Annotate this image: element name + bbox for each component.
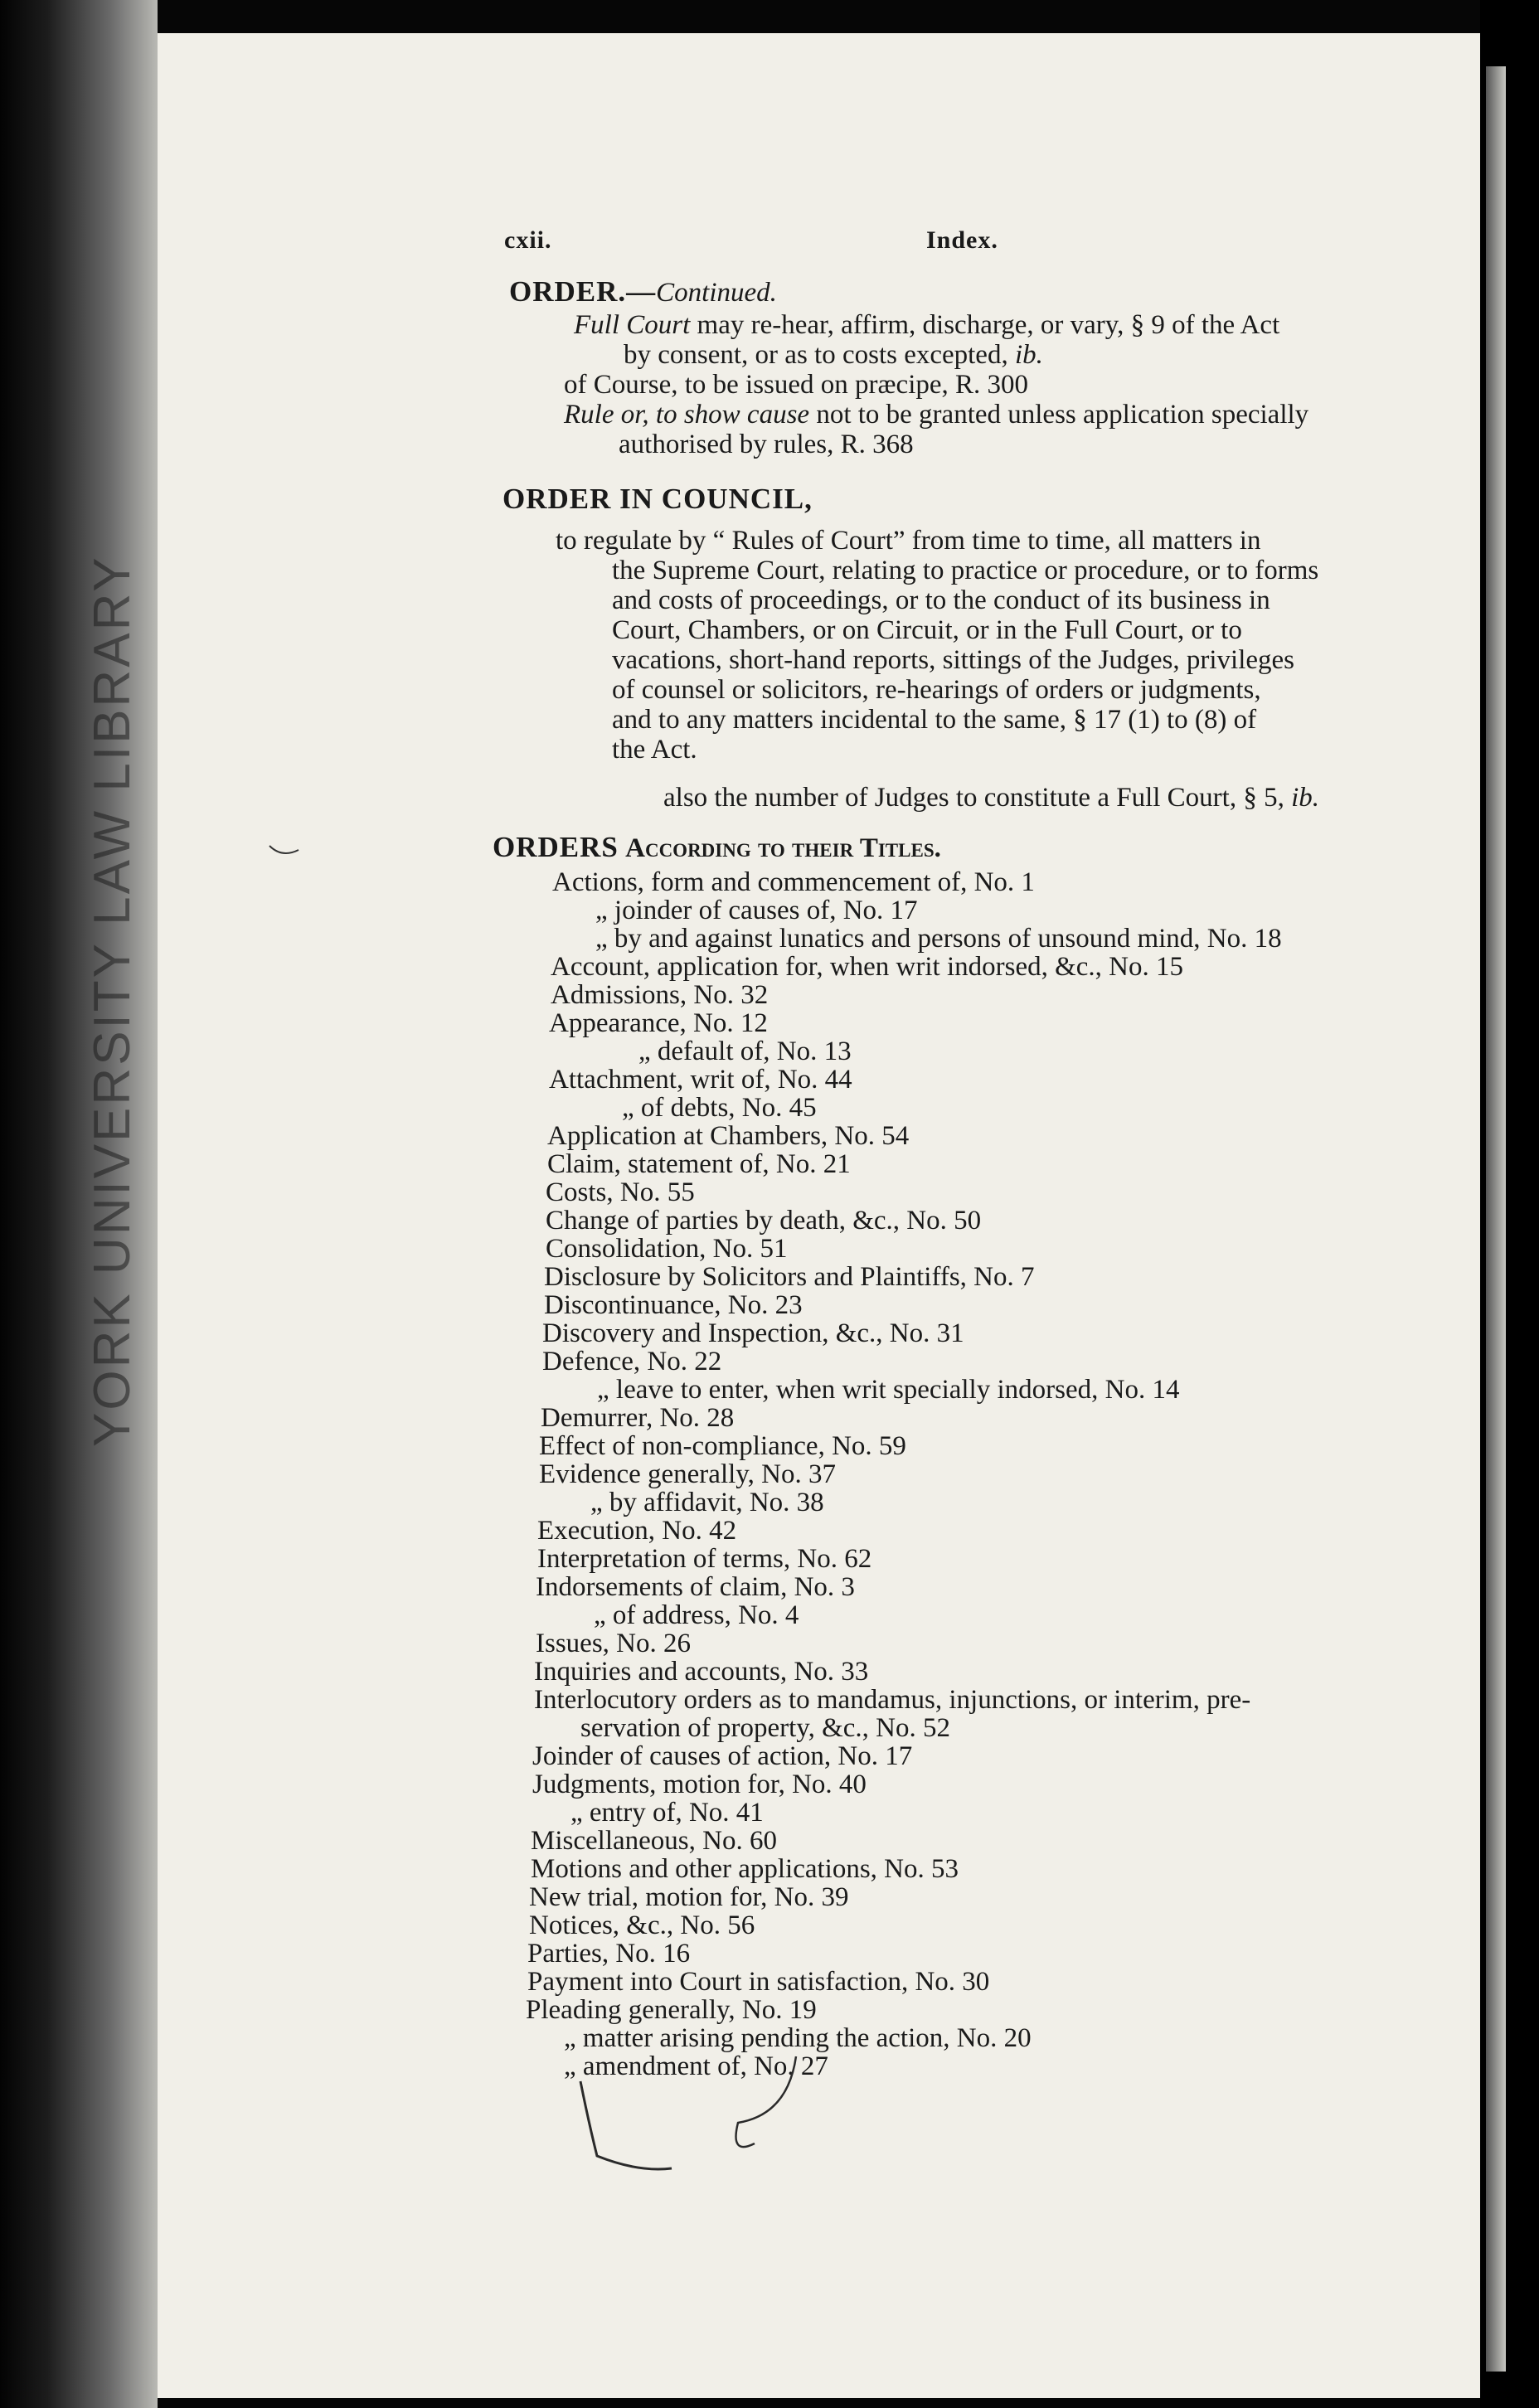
- orders-entry: Judgments, motion for, No. 40: [532, 1770, 867, 1799]
- orders-entry: Payment into Court in satisfaction, No. 30: [527, 1967, 990, 1997]
- running-head: Index.: [926, 226, 998, 254]
- council-line: vacations, short-hand reports, sittings of the Judges, privileges: [612, 645, 1295, 675]
- order-line: [574, 310, 1279, 340]
- orders-entry: Discontinuance, No. 23: [544, 1290, 803, 1320]
- book-page: [158, 33, 1480, 2398]
- order-line-italic: Full Court: [574, 310, 691, 340]
- orders-entry: Admissions, No. 32: [551, 980, 769, 1010]
- pencil-squiggle: [580, 2081, 672, 2169]
- orders-entry: servation of property, &c., No. 52: [580, 1713, 950, 1743]
- library-stamp: YORK UNIVERSITY LAW LIBRARY: [84, 555, 141, 1447]
- order-line-text: by consent, or as to costs excepted,: [624, 340, 1015, 370]
- order-heading-continued: Continued.: [656, 278, 777, 308]
- council-line: the Act.: [612, 735, 697, 765]
- orders-entry: „ of address, No. 4: [594, 1600, 799, 1630]
- orders-entry: Evidence generally, No. 37: [539, 1459, 836, 1489]
- orders-entry: Costs, No. 55: [546, 1177, 695, 1207]
- orders-entry: „ by and against lunatics and persons of unsound mind, No. 18: [595, 924, 1282, 954]
- council-line: and costs of proceedings, or to the conduct of its business in: [612, 585, 1270, 615]
- orders-entry: Joinder of causes of action, No. 17: [532, 1741, 913, 1771]
- orders-entry: Claim, statement of, No. 21: [547, 1149, 851, 1179]
- council-also: [663, 783, 1319, 813]
- page-number: cxii.: [504, 226, 552, 254]
- council-also-italic: ib.: [1291, 783, 1320, 813]
- council-line: and to any matters incidental to the same, § 17 (1) to (8) of: [612, 705, 1257, 735]
- council-line: of counsel or solicitors, re-hearings of orders or judgments,: [612, 675, 1261, 705]
- next-page-edge: [1486, 66, 1506, 2372]
- orders-entry: „ joinder of causes of, No. 17: [595, 896, 918, 925]
- orders-entry: „ amendment of, No. 27: [564, 2051, 828, 2081]
- orders-entry: Appearance, No. 12: [549, 1008, 768, 1038]
- orders-entry: Indorsements of claim, No. 3: [536, 1572, 855, 1602]
- order-line-text: may re-hear, affirm, discharge, or vary, § 9 of the Act: [690, 310, 1280, 340]
- orders-entry: Defence, No. 22: [542, 1347, 722, 1376]
- orders-entry: „ of debts, No. 45: [622, 1093, 817, 1123]
- orders-entry: „ leave to enter, when writ specially indorsed, No. 14: [597, 1375, 1180, 1405]
- orders-entry: Interlocutory orders as to mandamus, injunctions, or interim, pre-: [534, 1685, 1251, 1715]
- council-heading: ORDER IN COUNCIL,: [502, 483, 813, 515]
- orders-entry: Consolidation, No. 51: [546, 1234, 788, 1264]
- order-line: authorised by rules, R. 368: [619, 430, 914, 459]
- orders-entry: „ matter arising pending the action, No. 20: [564, 2023, 1032, 2053]
- order-line: [564, 400, 1308, 430]
- orders-entry: Inquiries and accounts, No. 33: [534, 1657, 869, 1687]
- orders-entry: Disclosure by Solicitors and Plaintiffs, No. 7: [544, 1262, 1035, 1292]
- orders-entry: Motions and other applications, No. 53: [531, 1854, 959, 1884]
- orders-entry: New trial, motion for, No. 39: [529, 1882, 849, 1912]
- order-line: of Course, to be issued on præcipe, R. 300: [564, 370, 1029, 400]
- orders-entry: Actions, form and commencement of, No. 1: [552, 867, 1035, 897]
- orders-heading-sub: According to their Titles.: [625, 833, 941, 863]
- council-line: to regulate by “ Rules of Court” from time to time, all matters in: [556, 526, 1261, 556]
- orders-entry: Demurrer, No. 28: [541, 1403, 735, 1433]
- order-line-italic: ib.: [1014, 340, 1043, 370]
- council-also-text: also the number of Judges to constitute a Full Court, § 5,: [663, 783, 1292, 813]
- order-line: [624, 340, 1043, 370]
- orders-entry: Pleading generally, No. 19: [526, 1995, 817, 2025]
- order-heading-label: ORDER.—: [509, 275, 657, 308]
- orders-entry: Interpretation of terms, No. 62: [537, 1544, 872, 1574]
- orders-entry: Miscellaneous, No. 60: [531, 1826, 777, 1856]
- orders-entry: Execution, No. 42: [537, 1516, 737, 1546]
- orders-entry: Attachment, writ of, No. 44: [549, 1065, 852, 1095]
- orders-entry: „ by affidavit, No. 38: [590, 1488, 824, 1517]
- orders-heading: [493, 833, 941, 863]
- pencil-tick: [269, 846, 299, 853]
- orders-entry: Application at Chambers, No. 54: [547, 1121, 910, 1151]
- orders-entry: Notices, &c., No. 56: [529, 1910, 755, 1940]
- order-line-text: not to be granted unless application specially: [809, 400, 1309, 430]
- orders-entry: „ entry of, No. 41: [570, 1798, 764, 1828]
- orders-entry: Discovery and Inspection, &c., No. 31: [542, 1318, 964, 1348]
- orders-entry: Account, application for, when writ indorsed, &c., No. 15: [551, 952, 1183, 982]
- orders-heading-label: ORDERS: [493, 831, 619, 863]
- council-line: the Supreme Court, relating to practice or procedure, or to forms: [612, 556, 1319, 585]
- orders-entry: „ default of, No. 13: [638, 1037, 852, 1066]
- council-line: Court, Chambers, or on Circuit, or in the Full Court, or to: [612, 615, 1242, 645]
- orders-entry: Issues, No. 26: [536, 1629, 691, 1658]
- orders-entry: Effect of non-compliance, No. 59: [539, 1431, 906, 1461]
- order-line-italic: Rule or, to show cause: [564, 400, 810, 430]
- orders-entry: Parties, No. 16: [527, 1939, 691, 1969]
- order-heading: [509, 277, 777, 308]
- orders-entry: Change of parties by death, &c., No. 50: [546, 1206, 982, 1236]
